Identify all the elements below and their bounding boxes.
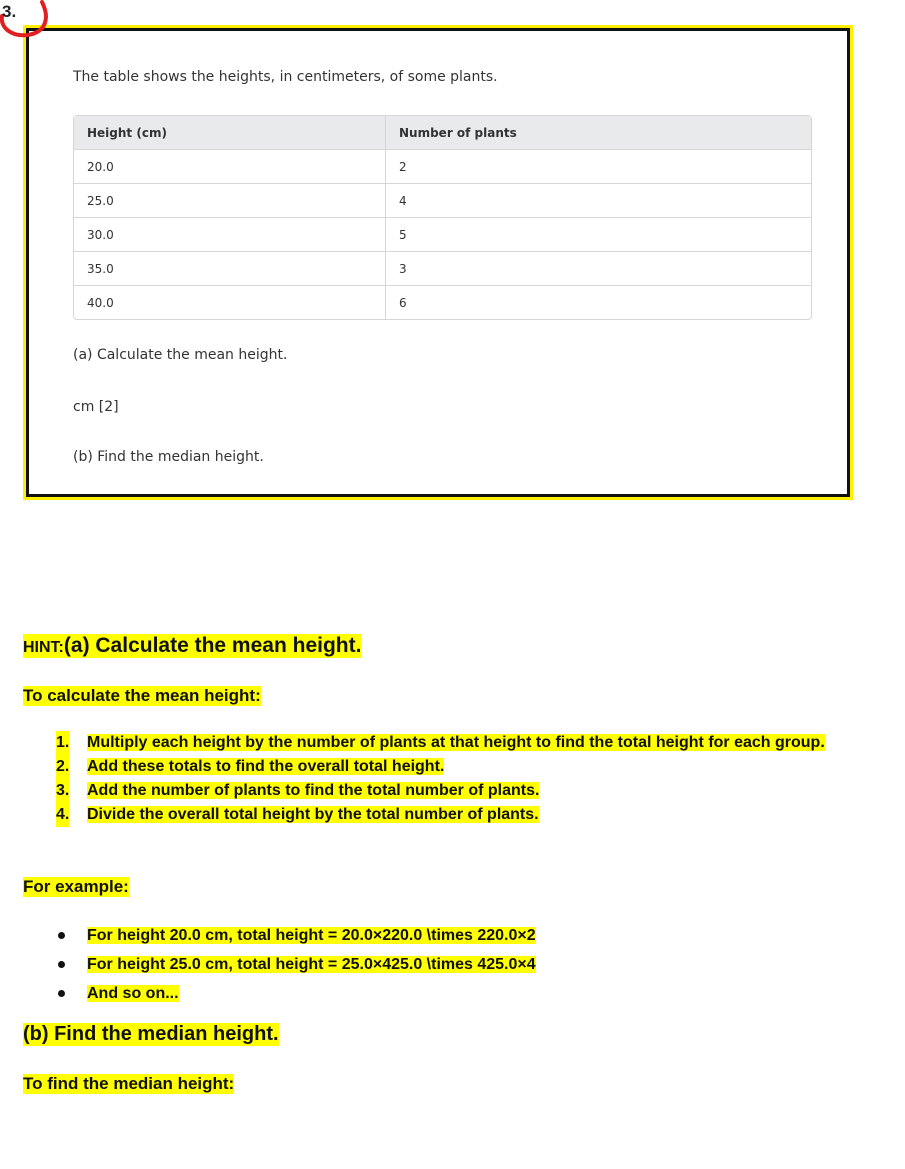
count-cell: 6: [399, 295, 407, 310]
height-cell: 30.0: [74, 218, 386, 252]
step-text: Multiply each height by the number of plants at that height to find the total height for each group.: [87, 734, 825, 751]
part-a-answer-units: cm [2]: [73, 399, 119, 415]
table-header-row: [74, 116, 811, 150]
column-header: Height (cm): [74, 116, 386, 150]
step-number: 4.: [56, 803, 69, 827]
bullet-icon: [58, 932, 65, 939]
count-cell: 3: [386, 252, 811, 286]
list-item: [56, 755, 846, 779]
list-item: [56, 803, 846, 827]
step-number: 1.: [56, 731, 69, 755]
part-b-question: (b) Find the median height.: [73, 449, 264, 465]
step-text: Add the number of plants to find the total number of plants.: [87, 782, 540, 799]
table-row: [74, 218, 811, 252]
step-number: 3.: [56, 779, 69, 803]
example-text: For height 25.0 cm, total height = 25.0×425.0 \times 425.0×4: [87, 956, 536, 973]
mean-steps-list: [56, 731, 846, 827]
example-text: And so on...: [87, 985, 179, 1002]
height-cell: 40.0: [74, 286, 386, 319]
table-row: [74, 184, 811, 218]
step-text: Divide the overall total height by the total number of plants.: [87, 806, 539, 823]
hint-prefix: HINT:: [23, 639, 64, 656]
table-row: [74, 286, 811, 319]
list-item: [56, 731, 846, 755]
bullet-icon: [58, 961, 65, 968]
table-row: [74, 150, 811, 184]
median-heading: (b) Find the median height.: [23, 1023, 279, 1045]
height-cell: 35.0: [74, 252, 386, 286]
hint-title: (a) Calculate the mean height.: [63, 634, 362, 657]
example-label: For example:: [23, 877, 129, 896]
example-text: For height 20.0 cm, total height = 20.0×220.0 \times 220.0×2: [87, 927, 536, 944]
hint-heading: [23, 634, 361, 658]
heights-table: [73, 115, 812, 320]
examples-list: [56, 921, 536, 1008]
count-cell: 4: [386, 184, 811, 218]
list-item: [56, 950, 536, 979]
bullet-icon: [58, 990, 65, 997]
question-intro: The table shows the heights, in centimeters, of some plants.: [73, 69, 498, 85]
height-cell: 25.0: [74, 184, 386, 218]
median-intro: To find the median height:: [23, 1074, 235, 1093]
count-cell: 2: [386, 150, 811, 184]
question-number: 3.: [2, 2, 17, 21]
list-item: [56, 979, 536, 1008]
list-item: [56, 779, 846, 803]
step-text: Add these totals to find the overall total height.: [87, 758, 445, 775]
mean-intro: To calculate the mean height:: [23, 686, 261, 705]
question-box: [26, 28, 850, 497]
height-cell: 20.0: [74, 150, 386, 184]
table-row: [74, 252, 811, 286]
list-item: [56, 921, 536, 950]
step-number: 2.: [56, 755, 69, 779]
part-a-question: (a) Calculate the mean height.: [73, 347, 288, 363]
column-header: Number of plants: [386, 116, 811, 150]
count-cell: 5: [386, 218, 811, 252]
